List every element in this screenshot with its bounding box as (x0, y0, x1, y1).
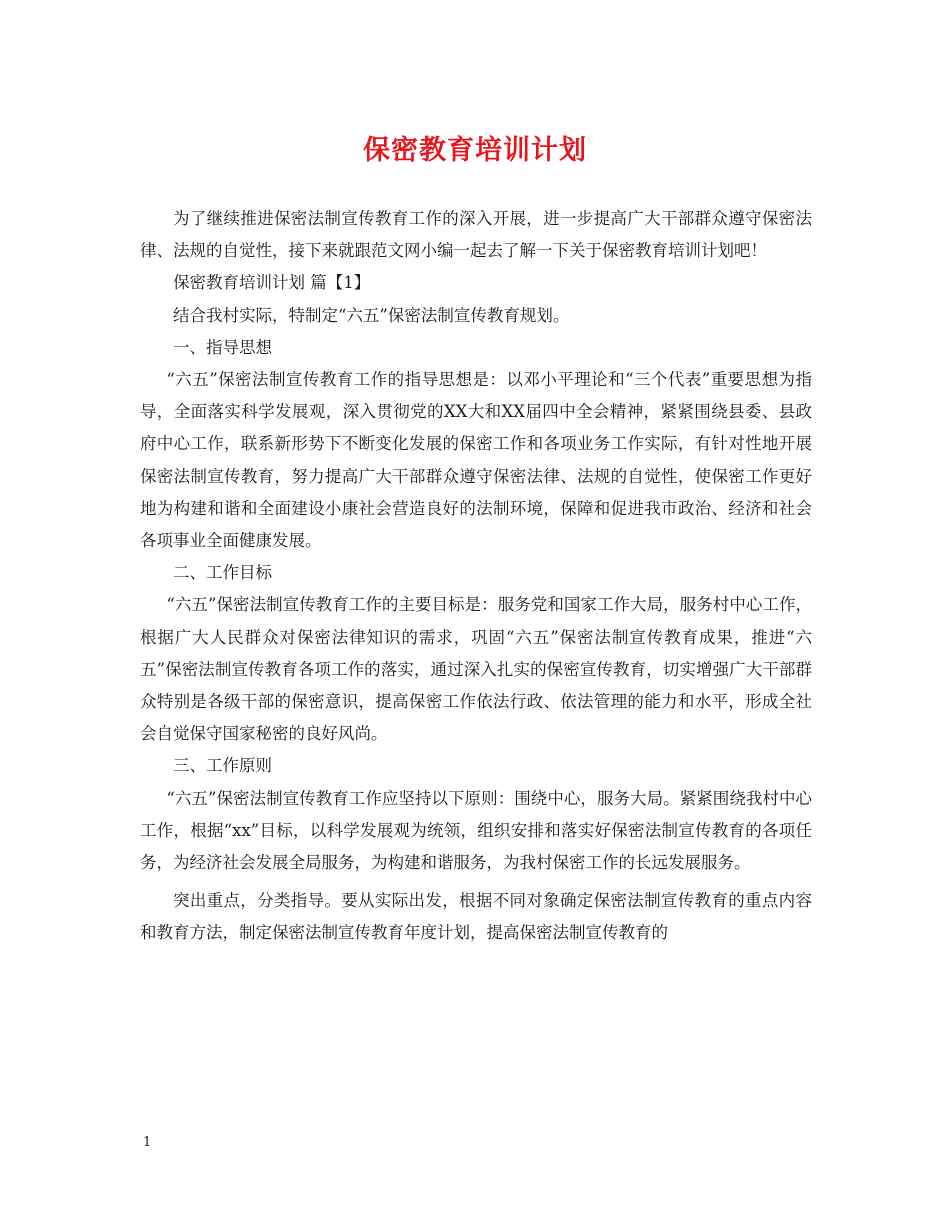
guiding-ideology-paragraph: “六五”保密法制宣传教育工作的指导思想是：以邓小平理论和“三个代表”重要思想为指导，全面落实科学发展观，深入贯彻党的XX大和XX届四中全会精神，紧紧围绕县委、县政府中心工作，联系新形势下不断变化发展的保密工作和各项业务工作实际，有针对性地开展保密法制宣传教育，努力提高广大干部群众遵守保密法律、法规的自觉性，使保密工作更好地为构建和谐和全面建设小康社会营造良好的法制环境，保障和促进我市政治、经济和社会各项事业全面健康发展。 (140, 370, 812, 551)
work-goals-paragraph: “六五”保密法制宣传教育工作的主要目标是：服务党和国家工作大局，服务村中心工作，根据广大人民群众对保密法律知识的需求，巩固“六五”保密法制宣传教育成果，推进“六五”保密法制宣传教育各项工作的落实，通过深入扎实的保密宣传教育，切实增强广大干部群众特别是各级干部的保密意识，提高保密工作依法行政、依法管理的能力和水平，形成全社会自觉保守国家秘密的良好风尚。 (140, 595, 812, 744)
document-title: 保密教育培训计划 (363, 135, 587, 166)
page-number: 1 (143, 1135, 152, 1150)
heading-work-goals: 二、工作目标 (173, 563, 272, 583)
heading-guiding-ideology: 一、指导思想 (173, 337, 272, 357)
heading-work-principles: 三、工作原则 (173, 756, 272, 776)
document-body (140, 203, 812, 950)
intro-paragraph: 为了继续推进保密法制宣传教育工作的深入开展，进一步提高广大干部群众遵守保密法律、法规的自觉性，接下来就跟范文网小编一起去了解一下关于保密教育培训计划吧！ (140, 209, 812, 261)
section-heading-part-1: 保密教育培训计划 篇【1】 (173, 273, 371, 293)
plan-paragraph: 结合我村实际，特制定“六五”保密法制宣传教育规划。 (173, 305, 570, 325)
work-principles-paragraph: “六五”保密法制宣传教育工作应坚持以下原则：围绕中心，服务大局。紧紧围绕我村中心工作，根据“xx”目标，以科学发展观为统领，组织安排和落实好保密法制宣传教育的各项任务，为经济社会发展全局服务，为构建和谐服务，为我村保密工作的长远发展服务。 (140, 788, 812, 873)
focus-guidance-paragraph: 突出重点，分类指导。要从实际出发，根据不同对象确定保密法制宣传教育的重点内容和教育方法，制定保密法制宣传教育年度计划，提高保密法制宣传教育的 (140, 891, 812, 943)
